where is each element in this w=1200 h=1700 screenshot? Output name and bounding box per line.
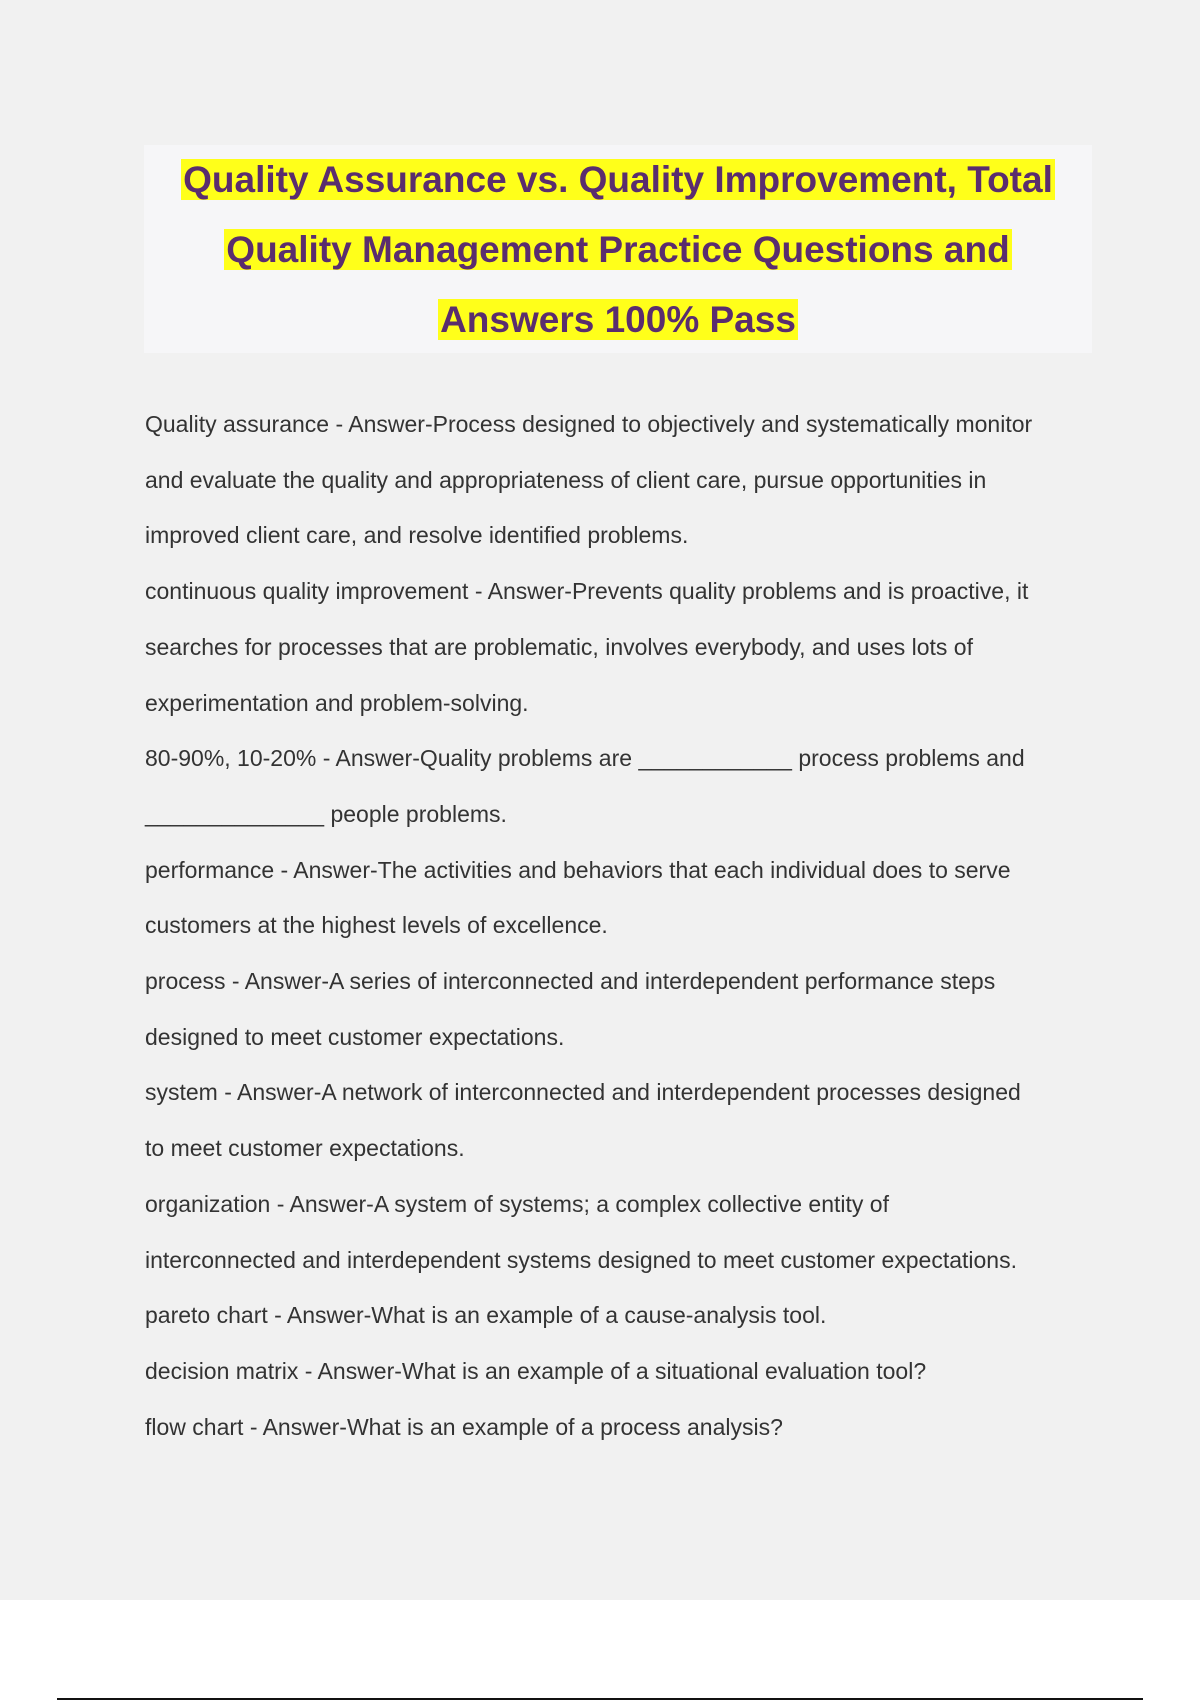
document-title [144,145,1092,355]
qa-line: searches for processes that are problematic, involves everybody, and uses lots of [145,633,973,660]
qa-line: ______________ people problems. [145,800,507,827]
qa-line: experimentation and problem-solving. [145,689,529,716]
qa-line: Quality assurance - Answer-Process designed to objectively and systematically monitor [145,411,1033,437]
title-line: Quality Management Practice Questions and [226,229,1010,270]
qa-line: system - Answer-A network of interconnected and interdependent processes designed [145,1079,1021,1106]
qa-line: improved client care, and resolve identified problems. [145,522,689,549]
qa-line: 80-90%, 10-20% - Answer-Quality problems are ____________ process problems and [145,745,1025,772]
qa-line: pareto chart - Answer-What is an example of a cause-analysis tool. [145,1302,827,1329]
title-line: Quality Assurance vs. Quality Improvement, Total [183,159,1053,200]
qa-line: decision matrix - Answer-What is an example of a situational evaluation tool? [145,1357,927,1384]
qa-line: flow chart - Answer-What is an example of a process analysis? [145,1413,783,1440]
qa-line: performance - Answer-The activities and behaviors that each individual does to serve [145,856,1011,883]
qa-line: and evaluate the quality and appropriateness of client care, pursue opportunities in [145,466,987,493]
qa-line: organization - Answer-A system of systems; a complex collective entity of [145,1190,889,1217]
qa-line: continuous quality improvement - Answer-Prevents quality problems and is proactive, it [145,578,1029,605]
qa-line: designed to meet customer expectations. [145,1023,565,1050]
title-line: Answers 100% Pass [440,299,796,340]
qa-line: customers at the highest levels of excellence. [145,912,608,939]
qa-list [145,397,1105,1455]
qa-line: interconnected and interdependent systems designed to meet customer expectations. [145,1246,1017,1273]
qa-line: process - Answer-A series of interconnected and interdependent performance steps [145,968,996,995]
qa-line: to meet customer expectations. [145,1135,465,1162]
